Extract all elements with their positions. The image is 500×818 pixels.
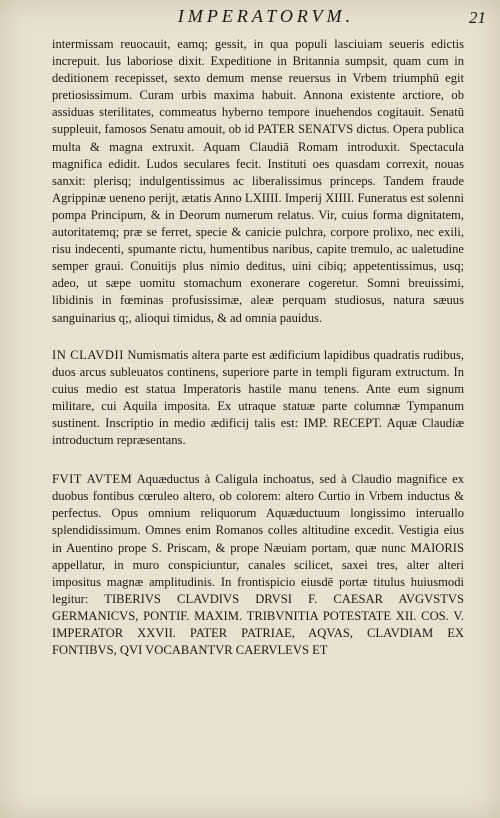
body-text — [52, 36, 464, 806]
running-head: IMPERATORVM. — [177, 6, 355, 26]
paragraph-1-text: intermissam reuocauit, eamq; gessit, in qua populi lasciuiam seueris edictis increpuit. Ius laboriose dixit. Expeditione in Britannia sumpsit, quam cum in deditionem recepisset, sexto demum mense reuersus in Vrbem triumphū egit pretiosissimum. Curam urbis maxima habuit. Annona existente arctiore, ob assiduas sterilitates, commeatus hyberno tempore inuehendos cogitauit. Senatū suppleuit, famosos Senatu amouit, ob id PATER SENATVS dictus. Opera publica multa & magna extruxit. Aquam Claudiā Romam introduxit. Spectacula magnifica edidit. Ludos seculares fecit. Instituti oes quasdam correxit, nouas sanxit: plerisq; indulgentissimus ac liberalissimus princeps. Tandem fraude Agrippinæ ueneno perijt, ætatis Anno LXIIII. Imperij XIIII. Funeratus est solenni pompa Principum, & in Deorum numerum relatus. Vir, cuius forma dignitatem, autoritatemq; præ se ferret, specie & canicie pulchra, corpore prolixo, nec exili, risu indecenti, spumante rictu, humentibus naribus, capite tremulo, ac ualetudine semper graui. Conuitijs plus nimio deditus, uini cibiq; appetentissimus, usq; adeo, ut sæpe uomitu stomachum exonerare cogeretur. Somni breuissimi, libidinis in fœminas profusissimæ, aleæ perquam studiosus, natura sæuus sanguinarius q;, alioqui timidus, & ad omnia pauidus. — [52, 37, 464, 325]
paragraph-2 — [52, 347, 464, 450]
paragraph-3-lead: FVIT AVTEM — [52, 472, 133, 487]
paragraph-3 — [52, 471, 464, 659]
page-number: 21 — [469, 8, 486, 27]
paragraph-2-text: Numismatis altera parte est ædificium lapidibus quadratis rudibus, duos arcus subleuatos continens, superiore parte in templi figuram extructum. In cuius medio est statua Imperatoris hastile manu tenens. Ante eum signum militare, cui Aquila imposita. Ex utraque statuæ parte columnæ Tympanum sustinent. Inscriptio in medio ædificij talis est: IMP. RECEPT. Aquæ Claudiæ introductum repræsentans. — [52, 347, 464, 448]
page-header — [0, 6, 500, 32]
paragraph-1 — [52, 36, 464, 327]
paragraph-2-lead: IN CLAVDII — [52, 347, 124, 362]
paragraph-3-text: Aquæductus à Caligula inchoatus, sed à Claudio magnifice ex duobus fontibus cœruleo altero, ob colorem: altero Curtio in Vrbem inductus & perfectus. Opus omnium reliquorum Aquæductuum longissimo interuallo splendidissimum. Omnes enim Romanos colles altitudine excedit. Vestigia eius in Auentino prope S. Priscam, & prope Næuiam portam, quæ nunc MAIORIS appellatur, in muro conspiciuntur, canales scilicet, saxei tres, alter alteri impositus magnæ amplitudinis. In frontispicio eiusdē portæ titulus huiusmodi legitur: TIBERIVS CLAVDIVS DRVSI F. CAESAR AVGVSTVS GERMANICVS, PONTIF. MAXIM. TRIBVNITIA POTESTATE XII. COS. V. IMPERATOR XXVII. PATER PATRIAE, AQVAS, CLAVDIAM EX FONTIBVS, QVI VOCABANTVR CAERVLEVS ET — [52, 472, 464, 658]
